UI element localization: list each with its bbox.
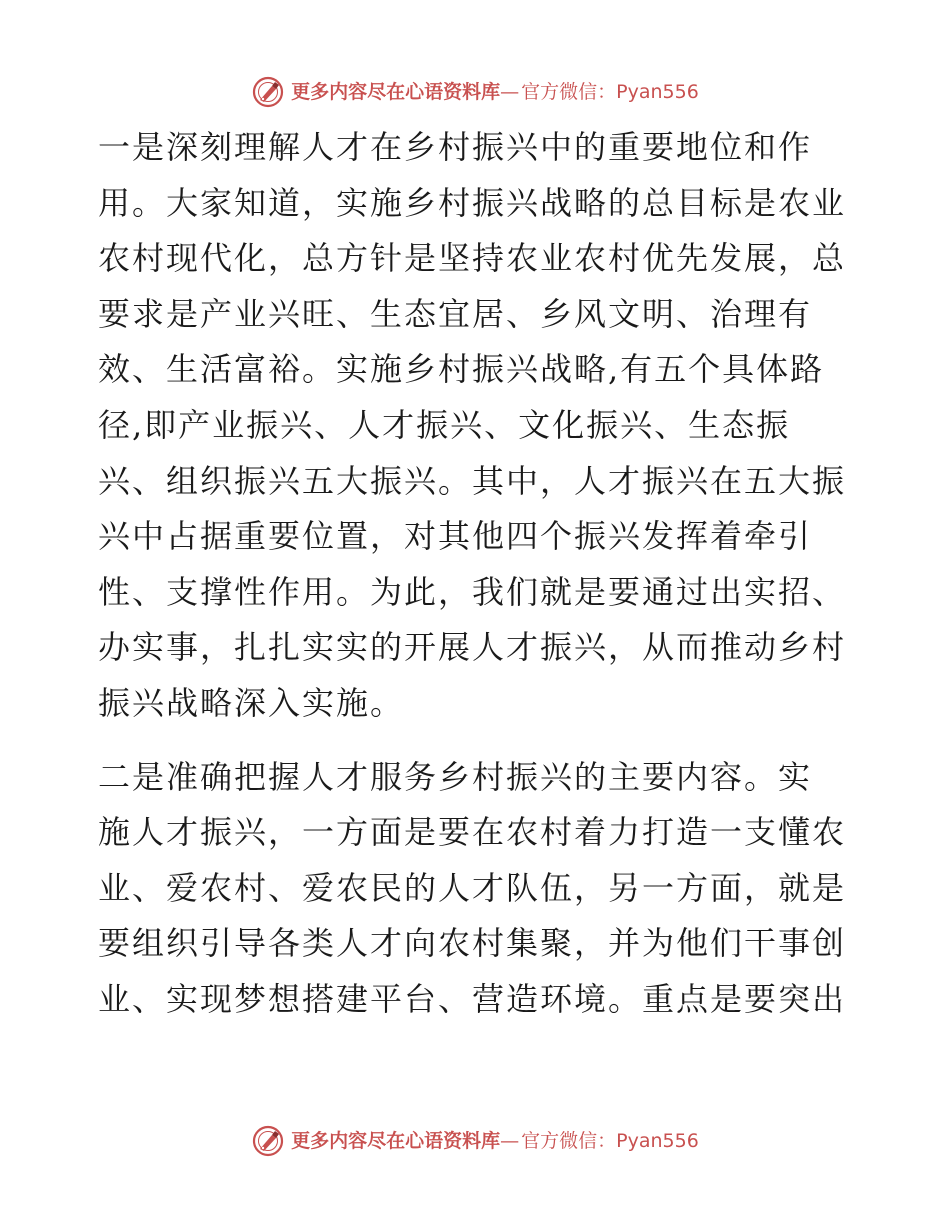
footer-watermark: [0, 1121, 950, 1161]
paragraph-2: [98, 750, 858, 1028]
watermark-separator: —: [500, 1129, 520, 1152]
watermark-text: [291, 80, 699, 103]
text-line: 径,即产业振兴、人才振兴、文化振兴、生态振: [98, 405, 791, 444]
text-line: 兴、组织振兴五大振兴。其中，人才振兴在五大振: [98, 461, 847, 500]
watermark-contact: 官方微信：Pyan556: [521, 1129, 699, 1152]
text-line: 兴中占据重要位置，对其他四个振兴发挥着牵引: [98, 517, 813, 556]
text-line: 二是准确把握人才服务乡村振兴的主要内容。实: [98, 757, 813, 796]
text-line: 办实事，扎扎实实的开展人才振兴，从而推动乡村: [98, 628, 847, 667]
watermark-brand: 更多内容尽在心语资料库: [291, 80, 501, 103]
text-line: 一是深刻理解人才在乡村振兴中的重要地位和作: [98, 128, 813, 166]
pen-nib-circle-icon: [251, 1124, 285, 1158]
text-line: 业、爱农村、爱农民的人才队伍，另一方面，就是: [98, 868, 847, 907]
text-line: 农村现代化，总方针是坚持农业农村优先发展，总: [98, 239, 847, 278]
watermark-separator: —: [500, 80, 520, 103]
header-watermark: [0, 72, 950, 112]
text-line: 用。大家知道，实施乡村振兴战略的总目标是农业: [98, 183, 847, 222]
pen-nib-circle-icon: [251, 75, 285, 109]
text-line: 施人才振兴，一方面是要在农村着力打造一支懂农: [98, 813, 847, 852]
document-body: [98, 120, 858, 1028]
paragraph-1: [98, 120, 858, 732]
text-line: 要组织引导各类人才向农村集聚，并为他们干事创: [98, 924, 847, 963]
text-line: 效、生活富裕。实施乡村振兴战略,有五个具体路: [98, 350, 825, 389]
watermark-contact: 官方微信：Pyan556: [521, 80, 699, 103]
text-line: 业、实现梦想搭建平台、营造环境。重点是要突出: [98, 979, 847, 1018]
text-line: 性、支撑性作用。为此，我们就是要通过出实招、: [98, 572, 847, 611]
text-line: 要求是产业兴旺、生态宜居、乡风文明、治理有: [98, 294, 813, 333]
watermark-text: [291, 1129, 699, 1152]
watermark-brand: 更多内容尽在心语资料库: [291, 1129, 501, 1152]
text-line: 振兴战略深入实施。: [98, 683, 405, 722]
